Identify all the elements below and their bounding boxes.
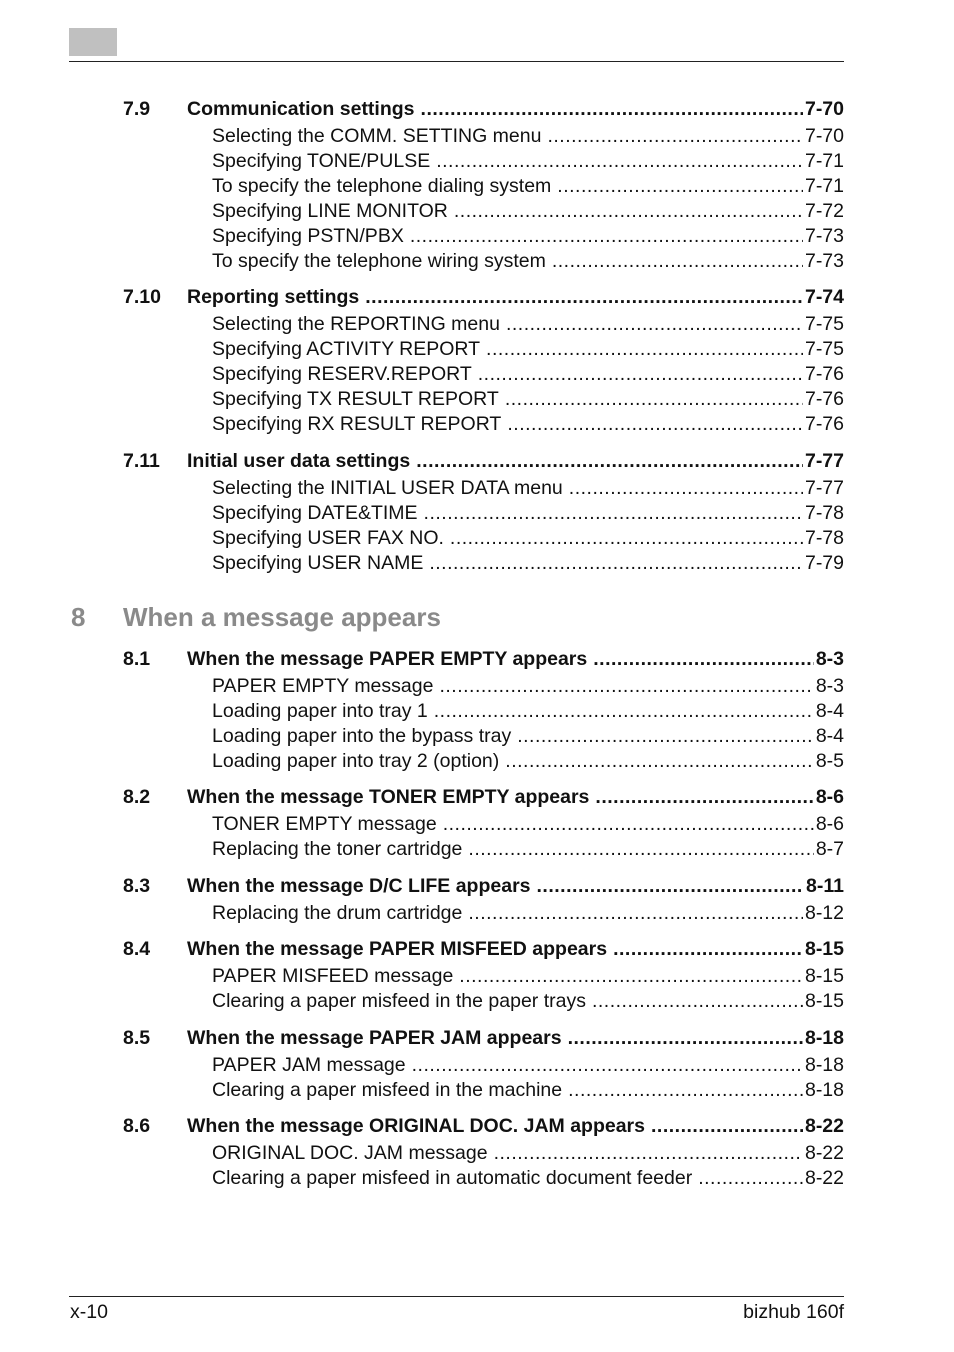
toc-subsection-entry[interactable]: [212, 551, 844, 575]
subsection-title: Specifying RESERV.REPORT: [212, 363, 472, 385]
toc-section-entry[interactable]: [123, 937, 844, 961]
subsection-title: Replacing the toner cartridge: [212, 838, 463, 860]
section-title: When the message TONER EMPTY appears: [187, 786, 590, 808]
subsection-page-number: 7-73: [804, 250, 844, 272]
toc-subsection-entry[interactable]: [212, 749, 844, 773]
section-number: 8.5: [123, 1027, 151, 1049]
dot-leader: [507, 412, 803, 436]
subsection-page-number: 8-5: [815, 750, 844, 772]
subsection-title: Loading paper into the bypass tray: [212, 725, 512, 747]
toc-subsection-entry[interactable]: [212, 149, 844, 173]
subsection-title: Selecting the REPORTING menu: [212, 313, 500, 335]
dot-leader: [439, 674, 813, 698]
toc-subsection-entry[interactable]: [212, 812, 844, 836]
toc-subsection-entry[interactable]: [212, 387, 844, 411]
dot-leader: [517, 724, 814, 748]
section-page-number: 8-15: [804, 938, 844, 960]
dot-leader: [468, 901, 803, 925]
subsection-page-number: 8-4: [815, 725, 844, 747]
toc-subsection-entry[interactable]: [212, 362, 844, 386]
dot-leader: [547, 124, 803, 148]
section-page-number: 8-18: [804, 1027, 844, 1049]
subsection-page-number: 8-22: [804, 1167, 844, 1189]
toc-subsection-entry[interactable]: [212, 501, 844, 525]
toc-subsection-entry[interactable]: [212, 674, 844, 698]
section-title: When the message PAPER EMPTY appears: [187, 648, 588, 670]
toc-subsection-entry[interactable]: [212, 1053, 844, 1077]
dot-leader: [416, 449, 803, 473]
toc-subsection-entry[interactable]: [212, 412, 844, 436]
subsection-title: Specifying USER NAME: [212, 552, 424, 574]
toc-subsection-entry[interactable]: [212, 1166, 844, 1190]
section-number: 8.4: [123, 938, 151, 960]
dot-leader: [454, 199, 803, 223]
toc-subsection-entry[interactable]: [212, 174, 844, 198]
toc-subsection-entry[interactable]: [212, 337, 844, 361]
subsection-title: PAPER JAM message: [212, 1054, 406, 1076]
section-page-number: 8-11: [806, 875, 844, 897]
subsection-page-number: 7-75: [804, 313, 844, 335]
subsection-page-number: 8-15: [804, 965, 844, 987]
subsection-page-number: 7-76: [804, 388, 844, 410]
subsection-page-number: 8-12: [804, 902, 844, 924]
toc-subsection-entry[interactable]: [212, 724, 844, 748]
subsection-title: Replacing the drum cartridge: [212, 902, 463, 924]
dot-leader: [505, 387, 803, 411]
section-page-number: 7-70: [804, 98, 844, 120]
toc-section-entry[interactable]: [123, 874, 844, 898]
toc-subsection-entry[interactable]: [212, 1141, 844, 1165]
subsection-page-number: 8-18: [804, 1054, 844, 1076]
subsection-title: Specifying TX RESULT REPORT: [212, 388, 499, 410]
toc-section-entry[interactable]: [123, 785, 844, 809]
subsection-page-number: 8-3: [815, 675, 844, 697]
subsection-title: Specifying LINE MONITOR: [212, 200, 448, 222]
subsection-title: Loading paper into tray 2 (option): [212, 750, 500, 772]
subsection-title: Selecting the INITIAL USER DATA menu: [212, 477, 563, 499]
dot-leader: [434, 699, 814, 723]
dot-leader: [450, 526, 803, 550]
section-title: Initial user data settings: [187, 450, 411, 472]
subsection-title: Specifying USER FAX NO.: [212, 527, 444, 549]
dot-leader: [505, 749, 814, 773]
subsection-page-number: 7-79: [804, 552, 844, 574]
subsection-page-number: 8-18: [804, 1079, 844, 1101]
dot-leader: [592, 989, 803, 1013]
toc-subsection-entry[interactable]: [212, 312, 844, 336]
subsection-page-number: 7-78: [804, 527, 844, 549]
subsection-page-number: 8-7: [815, 838, 844, 860]
subsection-page-number: 7-78: [804, 502, 844, 524]
section-page-number: 7-77: [804, 450, 844, 472]
subsection-title: PAPER MISFEED message: [212, 965, 454, 987]
subsection-title: Specifying PSTN/PBX: [212, 225, 404, 247]
subsection-page-number: 7-73: [804, 225, 844, 247]
subsection-title: Selecting the COMM. SETTING menu: [212, 125, 542, 147]
toc-section-entry[interactable]: [123, 285, 844, 309]
subsection-page-number: 7-71: [804, 175, 844, 197]
header-rule: [69, 61, 844, 62]
subsection-page-number: 7-77: [804, 477, 844, 499]
subsection-title: Clearing a paper misfeed in the paper trays: [212, 990, 586, 1012]
footer-rule: [69, 1296, 844, 1297]
subsection-title: To specify the telephone wiring system: [212, 250, 546, 272]
section-page-number: 8-3: [815, 648, 844, 670]
subsection-page-number: 7-72: [804, 200, 844, 222]
subsection-title: TONER EMPTY message: [212, 813, 437, 835]
dot-leader: [557, 174, 803, 198]
dot-leader: [595, 785, 813, 809]
dot-leader: [443, 812, 814, 836]
section-number: 7.9: [123, 98, 151, 120]
toc-subsection-entry[interactable]: [212, 964, 844, 988]
dot-leader: [459, 964, 803, 988]
dot-leader: [537, 874, 805, 898]
dot-leader: [569, 476, 803, 500]
dot-leader: [568, 1078, 803, 1102]
toc-section-entry[interactable]: [123, 647, 844, 671]
subsection-page-number: 7-71: [804, 150, 844, 172]
subsection-page-number: 7-76: [804, 413, 844, 435]
chapter-number: 8: [71, 602, 86, 632]
chapter-title: When a message appears: [123, 602, 441, 632]
dot-leader: [478, 362, 803, 386]
section-number: 8.3: [123, 875, 151, 897]
dot-leader: [593, 647, 814, 671]
subsection-page-number: 7-76: [804, 363, 844, 385]
subsection-title: Loading paper into tray 1: [212, 700, 428, 722]
section-number: 7.10: [123, 286, 161, 308]
toc-section-entry[interactable]: [123, 1026, 844, 1050]
toc-subsection-entry[interactable]: [212, 901, 844, 925]
dot-leader: [424, 501, 803, 525]
dot-leader: [429, 551, 803, 575]
subsection-title: Specifying TONE/PULSE: [212, 150, 431, 172]
subsection-page-number: 7-70: [804, 125, 844, 147]
toc-section-entry[interactable]: [123, 449, 844, 473]
dot-leader: [365, 285, 803, 309]
dot-leader: [698, 1166, 803, 1190]
toc-subsection-entry[interactable]: [212, 699, 844, 723]
toc-subsection-entry[interactable]: [212, 837, 844, 861]
dot-leader: [468, 837, 813, 861]
dot-leader: [568, 1026, 803, 1050]
toc-subsection-entry[interactable]: [212, 1078, 844, 1102]
dot-leader: [613, 937, 803, 961]
subsection-page-number: 8-15: [804, 990, 844, 1012]
section-title: When the message PAPER MISFEED appears: [187, 938, 608, 960]
subsection-title: Specifying ACTIVITY REPORT: [212, 338, 481, 360]
footer-product-name: bizhub 160f: [743, 1301, 844, 1323]
section-title: When the message ORIGINAL DOC. JAM appears: [187, 1115, 645, 1137]
section-title: When the message D/C LIFE appears: [187, 875, 531, 897]
toc-section-entry[interactable]: [123, 97, 844, 121]
subsection-page-number: 8-22: [804, 1142, 844, 1164]
dot-leader: [506, 312, 803, 336]
toc-subsection-entry[interactable]: [212, 249, 844, 273]
subsection-page-number: 7-75: [804, 338, 844, 360]
toc-subsection-entry[interactable]: [212, 199, 844, 223]
subsection-page-number: 8-6: [815, 813, 844, 835]
subsection-title: ORIGINAL DOC. JAM message: [212, 1142, 488, 1164]
toc-subsection-entry[interactable]: [212, 526, 844, 550]
subsection-page-number: 8-4: [815, 700, 844, 722]
toc-subsection-entry[interactable]: [212, 476, 844, 500]
toc-subsection-entry[interactable]: [212, 224, 844, 248]
section-title: Communication settings: [187, 98, 415, 120]
section-page-number: 7-74: [804, 286, 844, 308]
section-number: 8.6: [123, 1115, 151, 1137]
footer-page-number: x-10: [70, 1301, 108, 1323]
dot-leader: [436, 149, 803, 173]
subsection-title: Specifying RX RESULT REPORT: [212, 413, 502, 435]
toc-subsection-entry[interactable]: [212, 124, 844, 148]
subsection-title: To specify the telephone dialing system: [212, 175, 552, 197]
dot-leader: [494, 1141, 803, 1165]
header-tab-block: [69, 28, 117, 56]
dot-leader: [552, 249, 803, 273]
section-number: 8.1: [123, 648, 151, 670]
section-title: When the message PAPER JAM appears: [187, 1027, 562, 1049]
dot-leader: [421, 97, 803, 121]
section-number: 7.11: [123, 450, 160, 472]
subsection-title: PAPER EMPTY message: [212, 675, 434, 697]
section-number: 8.2: [123, 786, 151, 808]
toc-section-entry[interactable]: [123, 1114, 844, 1138]
subsection-title: Clearing a paper misfeed in automatic document feeder: [212, 1167, 693, 1189]
dot-leader: [651, 1114, 803, 1138]
section-page-number: 8-6: [815, 786, 844, 808]
section-title: Reporting settings: [187, 286, 360, 308]
subsection-title: Specifying DATE&TIME: [212, 502, 418, 524]
section-page-number: 8-22: [804, 1115, 844, 1137]
toc-subsection-entry[interactable]: [212, 989, 844, 1013]
dot-leader: [486, 337, 803, 361]
dot-leader: [410, 224, 803, 248]
dot-leader: [412, 1053, 803, 1077]
subsection-title: Clearing a paper misfeed in the machine: [212, 1079, 563, 1101]
